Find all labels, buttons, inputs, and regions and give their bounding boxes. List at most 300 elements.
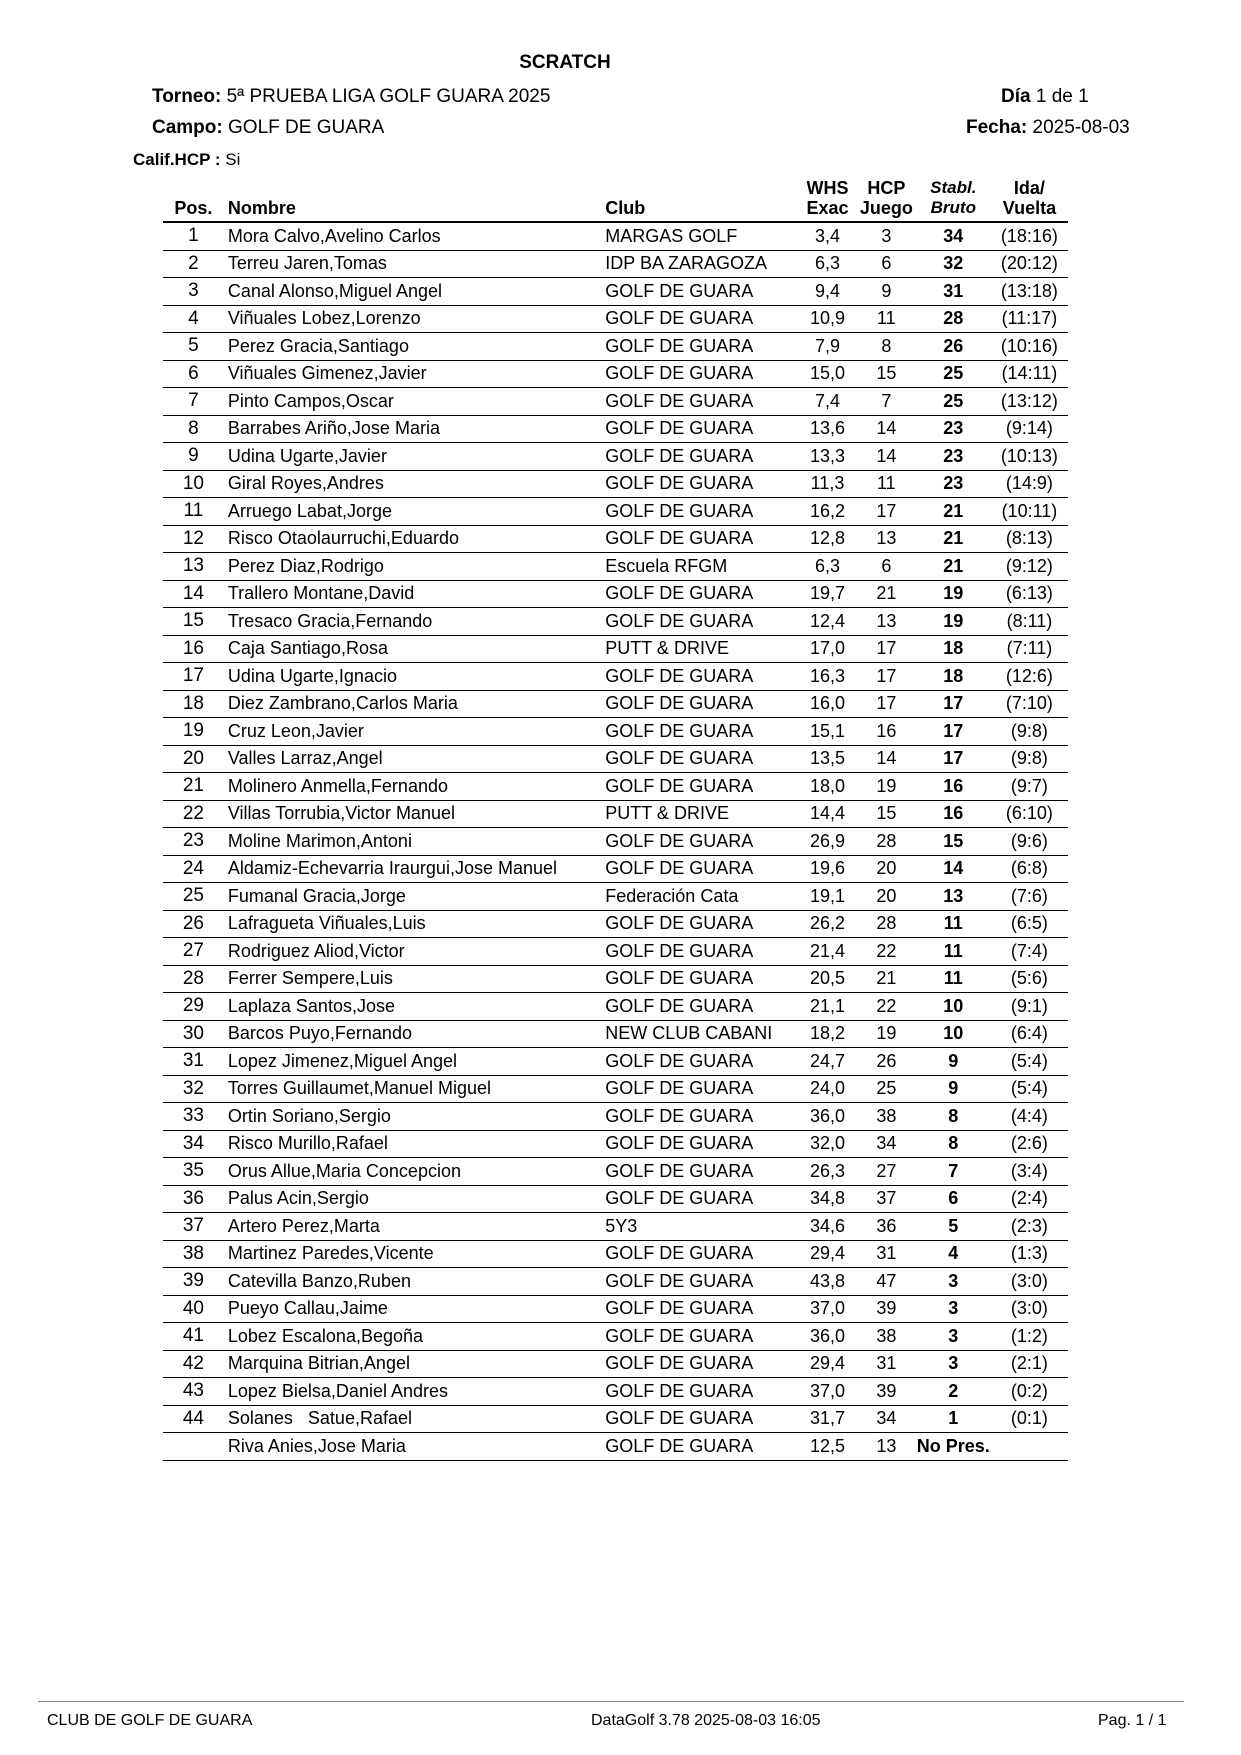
col-nombre: Nombre: [224, 178, 601, 222]
position: 41: [163, 1323, 224, 1351]
ida-vuelta: (7:6): [991, 883, 1068, 911]
whs-exact: 19,7: [798, 580, 857, 608]
club-name: PUTT & DRIVE: [601, 635, 798, 663]
calif-value: Si: [225, 150, 241, 169]
ida-vuelta: [991, 1433, 1068, 1461]
whs-exact: 9,4: [798, 278, 857, 306]
position: 11: [163, 498, 224, 526]
hcp-juego: 9: [857, 278, 916, 306]
player-name: Rodriguez Aliod,Victor: [224, 938, 601, 966]
position: 14: [163, 580, 224, 608]
stableford-bruto: 11: [916, 938, 991, 966]
stableford-bruto: 5: [916, 1213, 991, 1241]
ida-vuelta: (6:8): [991, 855, 1068, 883]
hcp-juego: 25: [857, 1075, 916, 1103]
whs-exact: 19,1: [798, 883, 857, 911]
hcp-juego: 17: [857, 663, 916, 691]
table-row: [163, 1048, 1068, 1076]
position: 32: [163, 1075, 224, 1103]
ida-vuelta: (6:13): [991, 580, 1068, 608]
club-name: GOLF DE GUARA: [601, 855, 798, 883]
ida-vuelta: (2:6): [991, 1130, 1068, 1158]
club-name: GOLF DE GUARA: [601, 1268, 798, 1296]
player-name: Moline Marimon,Antoni: [224, 828, 601, 856]
hcp-juego: 22: [857, 993, 916, 1021]
player-name: Udina Ugarte,Ignacio: [224, 663, 601, 691]
player-name: Orus Allue,Maria Concepcion: [224, 1158, 601, 1186]
club-name: GOLF DE GUARA: [601, 828, 798, 856]
table-row: [163, 1268, 1068, 1296]
table-row: [163, 498, 1068, 526]
player-name: Viñuales Lobez,Lorenzo: [224, 305, 601, 333]
player-name: Tresaco Gracia,Fernando: [224, 608, 601, 636]
club-name: GOLF DE GUARA: [601, 525, 798, 553]
ida-vuelta: (11:17): [991, 305, 1068, 333]
club-name: GOLF DE GUARA: [601, 1158, 798, 1186]
ida-vuelta: (9:14): [991, 415, 1068, 443]
player-name: Valles Larraz,Angel: [224, 745, 601, 773]
table-row: [163, 965, 1068, 993]
hcp-juego: 20: [857, 883, 916, 911]
stableford-bruto: 8: [916, 1130, 991, 1158]
position: [163, 1433, 224, 1461]
club-name: Federación Cata: [601, 883, 798, 911]
hcp-juego: 27: [857, 1158, 916, 1186]
stableford-bruto: 9: [916, 1048, 991, 1076]
hcp-juego: 39: [857, 1295, 916, 1323]
stableford-bruto: 26: [916, 333, 991, 361]
col-stabl-line1: Stabl.: [930, 178, 977, 197]
position: 3: [163, 278, 224, 306]
col-hcp-line2: Juego: [859, 198, 913, 218]
position: 33: [163, 1103, 224, 1131]
footer-page: Pag. 1 / 1: [1098, 1712, 1167, 1729]
table-row: [163, 1213, 1068, 1241]
whs-exact: 13,6: [798, 415, 857, 443]
whs-exact: 6,3: [798, 250, 857, 278]
stableford-bruto: 25: [916, 388, 991, 416]
whs-exact: 12,5: [798, 1433, 857, 1461]
ida-vuelta: (3:4): [991, 1158, 1068, 1186]
hcp-juego: 16: [857, 718, 916, 746]
col-iv-line1: Ida/: [1013, 178, 1045, 198]
stableford-bruto: 1: [916, 1405, 991, 1433]
ida-vuelta: (12:6): [991, 663, 1068, 691]
table-row: [163, 278, 1068, 306]
ida-vuelta: (2:3): [991, 1213, 1068, 1241]
hcp-juego: 15: [857, 800, 916, 828]
table-row: [163, 910, 1068, 938]
position: 18: [163, 690, 224, 718]
ida-vuelta: (14:9): [991, 470, 1068, 498]
stableford-bruto: 23: [916, 415, 991, 443]
table-row: [163, 1378, 1068, 1406]
club-name: IDP BA ZARAGOZA: [601, 250, 798, 278]
hcp-juego: 3: [857, 222, 916, 250]
whs-exact: 12,4: [798, 608, 857, 636]
col-club: Club: [601, 178, 798, 222]
position: 28: [163, 965, 224, 993]
fecha-line: [966, 117, 1130, 139]
hcp-juego: 47: [857, 1268, 916, 1296]
club-name: GOLF DE GUARA: [601, 910, 798, 938]
player-name: Solanes Satue,Rafael: [224, 1405, 601, 1433]
club-name: GOLF DE GUARA: [601, 1103, 798, 1131]
whs-exact: 21,4: [798, 938, 857, 966]
dia-value: 1 de 1: [1035, 86, 1089, 107]
stableford-bruto: 11: [916, 910, 991, 938]
whs-exact: 15,1: [798, 718, 857, 746]
ida-vuelta: (9:8): [991, 718, 1068, 746]
club-name: GOLF DE GUARA: [601, 580, 798, 608]
whs-exact: 17,0: [798, 635, 857, 663]
table-row: [163, 828, 1068, 856]
stableford-bruto: 3: [916, 1323, 991, 1351]
hcp-juego: 17: [857, 498, 916, 526]
whs-exact: 36,0: [798, 1323, 857, 1351]
hcp-juego: 11: [857, 305, 916, 333]
position: 2: [163, 250, 224, 278]
col-hcp-line1: HCP: [867, 178, 906, 198]
stableford-bruto: 21: [916, 525, 991, 553]
hcp-juego: 39: [857, 1378, 916, 1406]
table-row: [163, 443, 1068, 471]
club-name: GOLF DE GUARA: [601, 690, 798, 718]
ida-vuelta: (1:3): [991, 1240, 1068, 1268]
player-name: Risco Otaolaurruchi,Eduardo: [224, 525, 601, 553]
table-row: [163, 938, 1068, 966]
whs-exact: 37,0: [798, 1378, 857, 1406]
club-name: GOLF DE GUARA: [601, 1323, 798, 1351]
player-name: Villas Torrubia,Victor Manuel: [224, 800, 601, 828]
position: 16: [163, 635, 224, 663]
torneo-line: [152, 86, 550, 108]
stableford-bruto: 21: [916, 553, 991, 581]
col-whs-line2: Exac: [806, 198, 849, 218]
table-row: [163, 222, 1068, 250]
hcp-juego: 13: [857, 608, 916, 636]
whs-exact: 11,3: [798, 470, 857, 498]
whs-exact: 19,6: [798, 855, 857, 883]
player-name: Canal Alonso,Miguel Angel: [224, 278, 601, 306]
table-row: [163, 1020, 1068, 1048]
club-name: GOLF DE GUARA: [601, 1240, 798, 1268]
club-name: GOLF DE GUARA: [601, 608, 798, 636]
club-name: GOLF DE GUARA: [601, 333, 798, 361]
stableford-bruto: 16: [916, 773, 991, 801]
position: 26: [163, 910, 224, 938]
footer-club: CLUB DE GOLF DE GUARA: [47, 1712, 253, 1729]
hcp-juego: 8: [857, 333, 916, 361]
hcp-juego: 14: [857, 415, 916, 443]
stableford-bruto: 25: [916, 360, 991, 388]
hcp-juego: 38: [857, 1103, 916, 1131]
player-name: Terreu Jaren,Tomas: [224, 250, 601, 278]
player-name: Mora Calvo,Avelino Carlos: [224, 222, 601, 250]
club-name: GOLF DE GUARA: [601, 1075, 798, 1103]
club-name: NEW CLUB CABANI: [601, 1020, 798, 1048]
whs-exact: 26,3: [798, 1158, 857, 1186]
ida-vuelta: (9:6): [991, 828, 1068, 856]
hcp-juego: 34: [857, 1130, 916, 1158]
club-name: GOLF DE GUARA: [601, 278, 798, 306]
table-row: [163, 360, 1068, 388]
stableford-bruto: 19: [916, 608, 991, 636]
table-row: [163, 1130, 1068, 1158]
player-name: Ortin Soriano,Sergio: [224, 1103, 601, 1131]
ida-vuelta: (14:11): [991, 360, 1068, 388]
position: 42: [163, 1350, 224, 1378]
player-name: Trallero Montane,David: [224, 580, 601, 608]
col-whs: [798, 178, 857, 222]
hcp-juego: 13: [857, 1433, 916, 1461]
footer-software: DataGolf 3.78 2025-08-03 16:05: [591, 1712, 821, 1729]
position: 19: [163, 718, 224, 746]
club-name: GOLF DE GUARA: [601, 470, 798, 498]
stableford-bruto: 11: [916, 965, 991, 993]
club-name: GOLF DE GUARA: [601, 305, 798, 333]
table-row: [163, 1405, 1068, 1433]
table-row: [163, 635, 1068, 663]
hcp-juego: 19: [857, 1020, 916, 1048]
footer-divider: [38, 1701, 1184, 1702]
position: 21: [163, 773, 224, 801]
player-name: Diez Zambrano,Carlos Maria: [224, 690, 601, 718]
stableford-bruto: 31: [916, 278, 991, 306]
table-row: [163, 855, 1068, 883]
table-row: [163, 883, 1068, 911]
ida-vuelta: (2:1): [991, 1350, 1068, 1378]
whs-exact: 12,8: [798, 525, 857, 553]
torneo-label: Torneo:: [152, 86, 222, 107]
hcp-juego: 17: [857, 635, 916, 663]
stableford-bruto: 19: [916, 580, 991, 608]
player-name: Lopez Bielsa,Daniel Andres: [224, 1378, 601, 1406]
position: 40: [163, 1295, 224, 1323]
whs-exact: 14,4: [798, 800, 857, 828]
hcp-juego: 38: [857, 1323, 916, 1351]
player-name: Lopez Jimenez,Miguel Angel: [224, 1048, 601, 1076]
ida-vuelta: (8:11): [991, 608, 1068, 636]
position: 36: [163, 1185, 224, 1213]
table-row: [163, 1185, 1068, 1213]
player-name: Molinero Anmella,Fernando: [224, 773, 601, 801]
table-row: [163, 553, 1068, 581]
whs-exact: 24,7: [798, 1048, 857, 1076]
stableford-bruto: 28: [916, 305, 991, 333]
club-name: GOLF DE GUARA: [601, 938, 798, 966]
player-name: Torres Guillaumet,Manuel Miguel: [224, 1075, 601, 1103]
player-name: Aldamiz-Echevarria Iraurgui,Jose Manuel: [224, 855, 601, 883]
ida-vuelta: (5:4): [991, 1075, 1068, 1103]
player-name: Lobez Escalona,Begoña: [224, 1323, 601, 1351]
position: 29: [163, 993, 224, 1021]
player-name: Barrabes Ariño,Jose Maria: [224, 415, 601, 443]
table-row: [163, 250, 1068, 278]
table-row: [163, 718, 1068, 746]
fecha-value: 2025-08-03: [1032, 117, 1130, 138]
position: 7: [163, 388, 224, 416]
club-name: GOLF DE GUARA: [601, 993, 798, 1021]
player-name: Perez Gracia,Santiago: [224, 333, 601, 361]
ida-vuelta: (18:16): [991, 222, 1068, 250]
hcp-juego: 19: [857, 773, 916, 801]
player-name: Artero Perez,Marta: [224, 1213, 601, 1241]
club-name: GOLF DE GUARA: [601, 1185, 798, 1213]
whs-exact: 13,3: [798, 443, 857, 471]
position: 6: [163, 360, 224, 388]
ida-vuelta: (9:8): [991, 745, 1068, 773]
club-name: GOLF DE GUARA: [601, 360, 798, 388]
hcp-juego: 28: [857, 910, 916, 938]
campo-line: [152, 117, 384, 139]
club-name: 5Y3: [601, 1213, 798, 1241]
hcp-juego: 11: [857, 470, 916, 498]
club-name: GOLF DE GUARA: [601, 498, 798, 526]
hcp-juego: 7: [857, 388, 916, 416]
whs-exact: 7,9: [798, 333, 857, 361]
player-name: Viñuales Gimenez,Javier: [224, 360, 601, 388]
whs-exact: 6,3: [798, 553, 857, 581]
fecha-label: Fecha:: [966, 117, 1028, 138]
ida-vuelta: (7:10): [991, 690, 1068, 718]
table-row: [163, 1240, 1068, 1268]
ida-vuelta: (6:4): [991, 1020, 1068, 1048]
player-name: Ferrer Sempere,Luis: [224, 965, 601, 993]
player-name: Pinto Campos,Oscar: [224, 388, 601, 416]
table-row: [163, 525, 1068, 553]
stableford-bruto: 17: [916, 690, 991, 718]
calif-line: [133, 150, 240, 170]
table-row: [163, 1103, 1068, 1131]
position: 10: [163, 470, 224, 498]
position: 27: [163, 938, 224, 966]
page-title: SCRATCH: [519, 52, 611, 73]
position: 4: [163, 305, 224, 333]
position: 1: [163, 222, 224, 250]
ida-vuelta: (13:12): [991, 388, 1068, 416]
position: 8: [163, 415, 224, 443]
ida-vuelta: (5:6): [991, 965, 1068, 993]
ida-vuelta: (0:1): [991, 1405, 1068, 1433]
club-name: GOLF DE GUARA: [601, 773, 798, 801]
table-row: [163, 745, 1068, 773]
whs-exact: 29,4: [798, 1350, 857, 1378]
campo-value: GOLF DE GUARA: [228, 117, 385, 138]
stableford-bruto: 17: [916, 718, 991, 746]
whs-exact: 13,5: [798, 745, 857, 773]
whs-exact: 34,8: [798, 1185, 857, 1213]
stableford-bruto: 10: [916, 993, 991, 1021]
hcp-juego: 28: [857, 828, 916, 856]
club-name: GOLF DE GUARA: [601, 965, 798, 993]
player-name: Arruego Labat,Jorge: [224, 498, 601, 526]
position: 38: [163, 1240, 224, 1268]
stableford-bruto: 13: [916, 883, 991, 911]
player-name: Riva Anies,Jose Maria: [224, 1433, 601, 1461]
hcp-juego: 31: [857, 1240, 916, 1268]
hcp-juego: 26: [857, 1048, 916, 1076]
table-row: [163, 580, 1068, 608]
stableford-bruto: 34: [916, 222, 991, 250]
ida-vuelta: (10:13): [991, 443, 1068, 471]
club-name: GOLF DE GUARA: [601, 443, 798, 471]
hcp-juego: 17: [857, 690, 916, 718]
hcp-juego: 20: [857, 855, 916, 883]
club-name: Escuela RFGM: [601, 553, 798, 581]
player-name: Udina Ugarte,Javier: [224, 443, 601, 471]
hcp-juego: 22: [857, 938, 916, 966]
player-name: Caja Santiago,Rosa: [224, 635, 601, 663]
whs-exact: 3,4: [798, 222, 857, 250]
player-name: Lafragueta Viñuales,Luis: [224, 910, 601, 938]
whs-exact: 7,4: [798, 388, 857, 416]
campo-label: Campo:: [152, 117, 223, 138]
stableford-bruto: 4: [916, 1240, 991, 1268]
whs-exact: 26,2: [798, 910, 857, 938]
whs-exact: 31,7: [798, 1405, 857, 1433]
position: 20: [163, 745, 224, 773]
table-row: [163, 773, 1068, 801]
ida-vuelta: (13:18): [991, 278, 1068, 306]
table-row: [163, 388, 1068, 416]
club-name: GOLF DE GUARA: [601, 663, 798, 691]
hcp-juego: 21: [857, 580, 916, 608]
club-name: MARGAS GOLF: [601, 222, 798, 250]
stableford-bruto: 18: [916, 663, 991, 691]
position: 31: [163, 1048, 224, 1076]
player-name: Laplaza Santos,Jose: [224, 993, 601, 1021]
hcp-juego: 37: [857, 1185, 916, 1213]
table-row: [163, 1158, 1068, 1186]
header-row: [163, 178, 1068, 222]
position: 35: [163, 1158, 224, 1186]
whs-exact: 26,9: [798, 828, 857, 856]
ida-vuelta: (6:10): [991, 800, 1068, 828]
table-row: [163, 993, 1068, 1021]
hcp-juego: 13: [857, 525, 916, 553]
player-name: Risco Murillo,Rafael: [224, 1130, 601, 1158]
club-name: GOLF DE GUARA: [601, 1295, 798, 1323]
position: 37: [163, 1213, 224, 1241]
col-hcp: [857, 178, 916, 222]
whs-exact: 37,0: [798, 1295, 857, 1323]
hcp-juego: 31: [857, 1350, 916, 1378]
table-row: [163, 663, 1068, 691]
club-name: GOLF DE GUARA: [601, 415, 798, 443]
dia-line: [1001, 86, 1089, 108]
ida-vuelta: (3:0): [991, 1268, 1068, 1296]
hcp-juego: 21: [857, 965, 916, 993]
position: 25: [163, 883, 224, 911]
stableford-bruto: 23: [916, 443, 991, 471]
ida-vuelta: (9:12): [991, 553, 1068, 581]
torneo-value: 5ª PRUEBA LIGA GOLF GUARA 2025: [226, 86, 551, 107]
position: 30: [163, 1020, 224, 1048]
stableford-bruto: 17: [916, 745, 991, 773]
table-row: [163, 305, 1068, 333]
position: 9: [163, 443, 224, 471]
ida-vuelta: (0:2): [991, 1378, 1068, 1406]
position: 15: [163, 608, 224, 636]
stableford-bruto: 3: [916, 1295, 991, 1323]
col-stabl-line2: Bruto: [930, 198, 976, 217]
position: 17: [163, 663, 224, 691]
table-row: [163, 415, 1068, 443]
ida-vuelta: (7:11): [991, 635, 1068, 663]
hcp-juego: 6: [857, 250, 916, 278]
whs-exact: 16,2: [798, 498, 857, 526]
